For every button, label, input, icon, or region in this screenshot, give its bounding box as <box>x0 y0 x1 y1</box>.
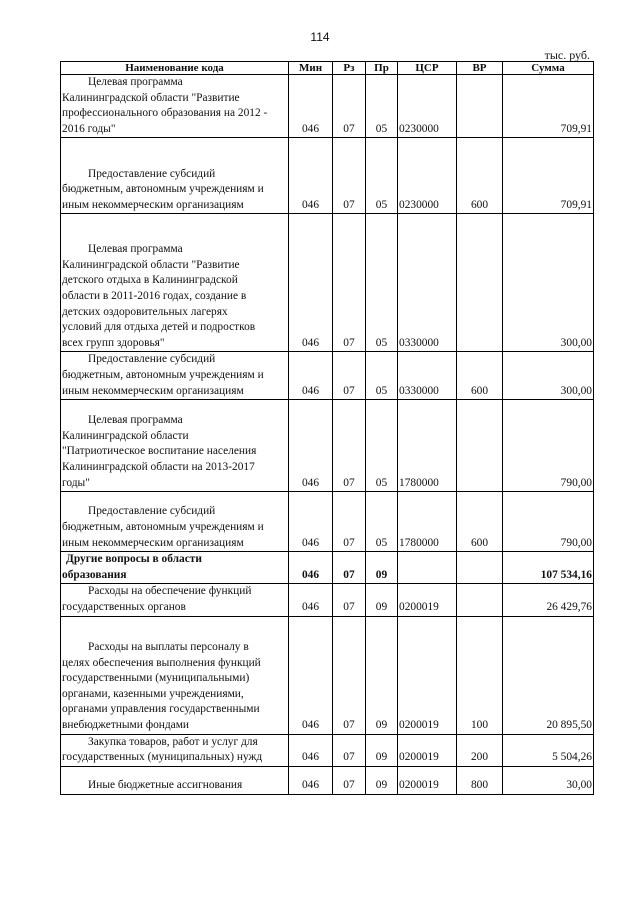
table-row <box>61 214 594 352</box>
row-vr <box>457 584 503 616</box>
row-sum: 300,00 <box>503 352 594 400</box>
table-row <box>61 492 594 552</box>
row-name-line: Калининградской области на 2013-2017 <box>62 460 255 473</box>
row-sum: 30,00 <box>503 766 594 794</box>
row-rz: 07 <box>333 492 366 552</box>
row-min: 046 <box>289 352 333 400</box>
table-row <box>61 138 594 214</box>
budget-table <box>60 61 594 795</box>
header-row <box>61 62 594 75</box>
row-pr: 09 <box>366 552 398 584</box>
row-name-line: органами управления государственными <box>62 703 260 716</box>
row-name-line: профессионального образования на 2012 - <box>62 107 268 120</box>
row-vr <box>457 552 503 584</box>
row-vr: 600 <box>457 352 503 400</box>
row-min: 046 <box>289 75 333 138</box>
table-row <box>61 400 594 492</box>
row-min: 046 <box>289 766 333 794</box>
row-name-line: условий для отдыха детей и подростков <box>62 321 256 334</box>
row-sum: 107 534,16 <box>503 552 594 584</box>
table-row <box>61 75 594 138</box>
row-rz: 07 <box>333 138 366 214</box>
row-min: 046 <box>289 492 333 552</box>
row-csr: 1780000 <box>398 400 457 492</box>
row-sum: 20 895,50 <box>503 616 594 734</box>
column-header-min: Мин <box>289 62 333 75</box>
row-vr: 200 <box>457 734 503 766</box>
row-name-line: органами, казенными учреждениями, <box>62 687 244 700</box>
row-csr: 0200019 <box>398 616 457 734</box>
row-name-line: Предоставление субсидий <box>88 505 216 518</box>
row-name-line: Целевая программа <box>88 414 183 427</box>
table-row <box>61 352 594 400</box>
row-name-line: образования <box>62 568 127 581</box>
row-name-line: государственными (муниципальными) <box>62 672 250 685</box>
row-name-line: области в 2011-2016 годах, создание в <box>62 290 247 302</box>
table-body <box>61 75 594 795</box>
row-rz: 07 <box>333 214 366 352</box>
row-name-line: целях обеспечения выполнения функций <box>62 656 261 669</box>
row-name-line: 2016 годы" <box>62 122 116 135</box>
row-name <box>61 552 289 584</box>
row-name-line: Другие вопросы в области <box>66 553 202 566</box>
row-csr: 0230000 <box>398 138 457 214</box>
row-name <box>61 584 289 616</box>
row-pr: 05 <box>366 400 398 492</box>
row-vr <box>457 214 503 352</box>
row-pr: 05 <box>366 352 398 400</box>
column-header-csr: ЦСР <box>398 62 457 75</box>
row-name <box>61 766 289 794</box>
row-name-line: иным некоммерческим организациям <box>62 536 244 549</box>
row-name-line: Иные бюджетные ассигнования <box>88 779 243 792</box>
row-name-line: Целевая программа <box>88 76 183 88</box>
row-pr: 05 <box>366 214 398 352</box>
row-min: 046 <box>289 734 333 766</box>
row-vr: 800 <box>457 766 503 794</box>
row-name <box>61 734 289 766</box>
row-rz: 07 <box>333 400 366 492</box>
row-csr: 0330000 <box>398 352 457 400</box>
row-name <box>61 616 289 734</box>
row-pr: 09 <box>366 584 398 616</box>
row-name <box>61 75 289 138</box>
row-name-line: государственных (муниципальных) нужд <box>62 751 263 764</box>
row-name-line: иным некоммерческим организациям <box>62 384 244 397</box>
row-rz: 07 <box>333 766 366 794</box>
row-pr: 09 <box>366 766 398 794</box>
row-name-line: бюджетным, автономным учреждениям и <box>62 183 264 196</box>
row-pr: 09 <box>366 616 398 734</box>
row-pr: 05 <box>366 75 398 138</box>
row-sum: 26 429,76 <box>503 584 594 616</box>
row-rz: 07 <box>333 616 366 734</box>
row-sum: 790,00 <box>503 492 594 552</box>
table-row <box>61 766 594 794</box>
column-header-vr: ВР <box>457 62 503 75</box>
table-row <box>61 616 594 734</box>
row-pr: 05 <box>366 138 398 214</box>
row-pr: 09 <box>366 734 398 766</box>
row-name-line: годы" <box>62 476 90 489</box>
row-rz: 07 <box>333 75 366 138</box>
row-name-line: всех групп здоровья" <box>62 336 165 349</box>
row-name-line: внебюджетными фондами <box>62 718 190 731</box>
row-csr: 0200019 <box>398 766 457 794</box>
row-sum: 790,00 <box>503 400 594 492</box>
row-name-line: иным некоммерческим организациям <box>62 198 244 211</box>
row-name-line: детского отдыха в Калининградской <box>62 274 238 287</box>
row-sum: 5 504,26 <box>503 734 594 766</box>
table-row <box>61 734 594 766</box>
row-name <box>61 214 289 352</box>
row-sum: 300,00 <box>503 214 594 352</box>
row-csr <box>398 552 457 584</box>
row-rz: 07 <box>333 352 366 400</box>
row-name-line: Калининградской области "Развитие <box>62 91 240 104</box>
row-rz: 07 <box>333 584 366 616</box>
row-name <box>61 400 289 492</box>
row-sum: 709,91 <box>503 75 594 138</box>
table-row <box>61 552 594 584</box>
row-name-line: "Патриотическое воспитание населения <box>62 445 257 458</box>
row-min: 046 <box>289 400 333 492</box>
row-csr: 0200019 <box>398 584 457 616</box>
row-name-line: Расходы на выплаты персоналу в <box>88 640 249 653</box>
row-min: 046 <box>289 138 333 214</box>
row-csr: 0200019 <box>398 734 457 766</box>
row-min: 046 <box>289 584 333 616</box>
column-header-pr: Пр <box>366 62 398 75</box>
column-header-rz: Рз <box>333 62 366 75</box>
row-vr: 100 <box>457 616 503 734</box>
row-name-line: Калининградской области "Развитие <box>62 258 240 271</box>
row-name <box>61 138 289 214</box>
row-name-line: Предоставление субсидий <box>88 167 216 180</box>
page-number: 114 <box>310 30 330 44</box>
row-name <box>61 492 289 552</box>
row-name-line: детских оздоровительных лагерях <box>62 305 228 318</box>
row-name-line: бюджетным, автономным учреждениям и <box>62 368 264 381</box>
units-label: тыс. руб. <box>544 48 590 62</box>
row-vr: 600 <box>457 138 503 214</box>
row-rz: 07 <box>333 552 366 584</box>
row-pr: 05 <box>366 492 398 552</box>
row-csr: 1780000 <box>398 492 457 552</box>
row-vr <box>457 75 503 138</box>
row-name-line: бюджетным, автономным учреждениям и <box>62 520 264 533</box>
row-name <box>61 352 289 400</box>
row-name-line: Калининградской области <box>62 429 189 442</box>
row-name-line: государственных органов <box>62 600 186 613</box>
row-name-line: Целевая программа <box>88 243 183 256</box>
row-min: 046 <box>289 214 333 352</box>
row-name-line: Закупка товаров, работ и услуг для <box>88 735 258 748</box>
row-csr: 0230000 <box>398 75 457 138</box>
row-min: 046 <box>289 616 333 734</box>
row-rz: 07 <box>333 734 366 766</box>
row-min: 046 <box>289 552 333 584</box>
row-vr: 600 <box>457 492 503 552</box>
row-name-line: Расходы на обеспечение функций <box>88 585 252 598</box>
row-vr <box>457 400 503 492</box>
row-name-line: Предоставление субсидий <box>88 353 216 366</box>
row-sum: 709,91 <box>503 138 594 214</box>
row-csr: 0330000 <box>398 214 457 352</box>
column-header-name: Наименование кода <box>61 62 289 75</box>
table-row <box>61 584 594 616</box>
column-header-sum: Сумма <box>503 62 594 75</box>
